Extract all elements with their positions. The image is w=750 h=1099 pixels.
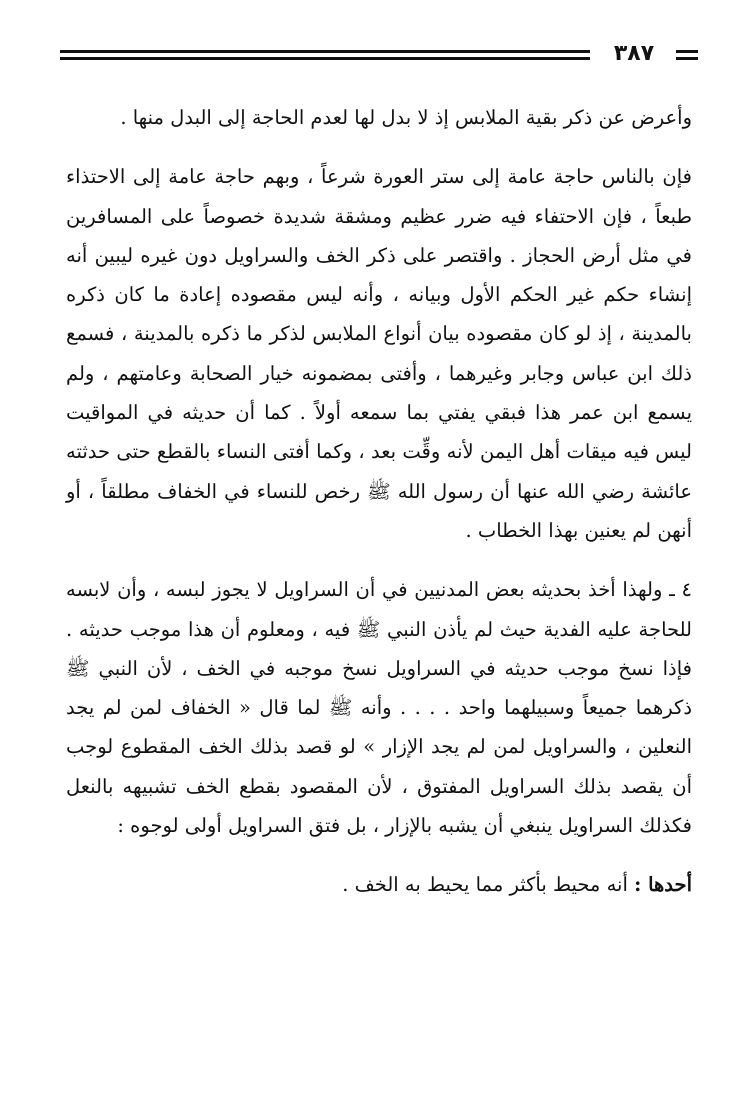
paragraph-4-text: أنه محيط بأكثر مما يحيط به الخف . — [342, 873, 635, 897]
header-rule-bottom — [60, 57, 590, 60]
paragraph-4 — [66, 865, 692, 904]
paragraph-4-term: أحدها : — [634, 873, 692, 897]
paragraph-1: وأعرض عن ذكر بقية الملابس إذ لا بدل لها لعدم الحاجة إلى البدل منها . — [120, 106, 692, 129]
paragraph-3: ٤ ـ ولهذا أخذ بحديثه بعض المدنيين في أن السراويل لا يجوز لبسه ، وأن لابسه للحاجة عليه الفدية حيث لم يأذن النبي ﷺ فيه ، ومعلوم أن هذا موجب حديثه . فإذا نسخ موجب حديثه في السراويل نسخ موجبه في الخف ، لأن النبي ﷺ ذكرهما جميعاً وسبيلهما واحد . . . . وأنه ﷺ لما قال « الخفاف لمن لم يجد النعلين ، والسراويل لمن لم يجد الإزار » لو قصد بذلك الخف المقطوع لوجب أن يقصد بذلك السراويل المفتوق ، لأن المقصود بقطع الخف تشبيهه بالنعل فكذلك السراويل ينبغي أن يشبه بالإزار ، بل فتق السراويل أولى لوجوه : — [66, 578, 692, 838]
paragraph-2: فإن بالناس حاجة عامة إلى ستر العورة شرعاً ، وبهم حاجة عامة إلى الاحتذاء طبعاً ، فإن الاحتفاء فيه ضرر عظيم ومشقة شديدة خصوصاً على المسافرين في مثل أرض الحجاز . واقتصر على ذكر الخف والسراويل دون غيره ليبين أنه إنشاء حكم غير الحكم الأول وبيانه ، وأنه ليس مقصوده إعادة ما كان ذكره بالمدينة ، إذ لو كان مقصوده بيان أنواع الملابس لذكر ما ذكره بالمدينة ، فسمع ذلك ابن عباس وجابر وغيرهما ، وأفتى بمضمونه خيار الصحابة وعامتهم ، ولم يسمع ابن عمر هذا فبقي يفتي بما سمعه أولاً . كما أن حديثه في المواقيت ليس فيه ميقات أهل اليمن لأنه وقِّت بعد ، وكما أفتى النساء بالقطع حتى حدثته عائشة رضي الله عنها أن رسول الله ﷺ رخص للنساء في الخفاف مطلقاً ، أو أنهن لم يعنين بهذا الخطاب . — [66, 165, 692, 542]
page-number: ٣٨٧ — [613, 41, 655, 66]
header-rule-top — [60, 50, 590, 53]
page-body — [66, 98, 692, 905]
header-rule-right — [676, 50, 698, 60]
page-header — [60, 40, 698, 70]
